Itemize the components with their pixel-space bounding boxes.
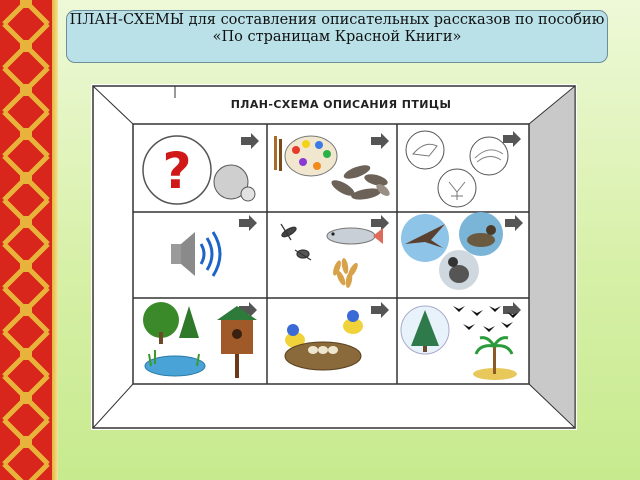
ornament-square: [20, 216, 32, 228]
title-line-2: «По страницам Красной Книги»: [212, 29, 462, 45]
ornament-square: [20, 436, 32, 448]
ornament-square: [20, 304, 32, 316]
ornament-square: [20, 392, 32, 404]
nest-with-eggs-icon: [285, 342, 361, 370]
feet-icon: [438, 169, 476, 207]
room-frame: [91, 84, 577, 430]
ornament-diamond: [4, 464, 48, 480]
beak-icon: [406, 131, 444, 169]
winter-tree-icon: [401, 306, 449, 354]
question-mark-icon: [143, 136, 211, 204]
ornament-square: [20, 40, 32, 52]
title-line-1: ПЛАН-СХЕМЫ для составления описательных рассказов по пособию: [69, 12, 605, 28]
flying-bird-icon: [401, 214, 449, 262]
ornament-square: [20, 128, 32, 140]
ornament-square: [20, 84, 32, 96]
plan-scheme-sheet: [91, 84, 577, 430]
ornament-square: [20, 348, 32, 360]
color-palette-icon: [285, 136, 337, 176]
ornament-square: [20, 260, 32, 272]
wing-icon: [470, 137, 508, 175]
folk-ornament-border: [0, 0, 52, 480]
duck-icon: [459, 212, 503, 256]
svg-text:?: ?: [162, 142, 192, 200]
crow-icon: [439, 250, 479, 290]
ornament-square: [20, 0, 32, 8]
sheet-heading: ПЛАН-СХЕМА ОПИСАНИЯ ПТИЦЫ: [230, 98, 452, 111]
title-box: [66, 10, 608, 63]
ornament-edge-stripe: [52, 0, 58, 480]
ornament-square: [20, 172, 32, 184]
